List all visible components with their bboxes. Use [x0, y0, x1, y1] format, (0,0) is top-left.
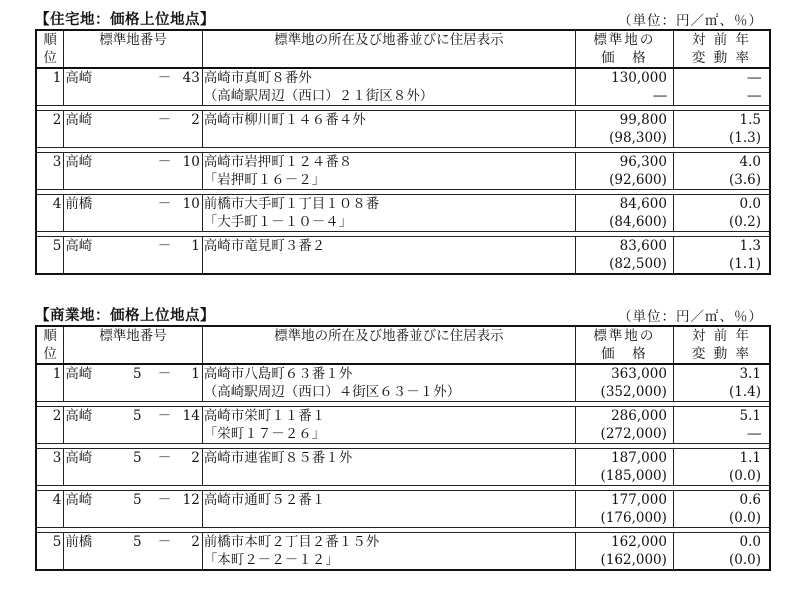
header-price: 標準地の 価 格 [575, 326, 673, 364]
price-previous: ― [653, 88, 667, 104]
table-row [36, 195, 770, 232]
section-header [35, 7, 771, 29]
table-row [36, 407, 770, 444]
address-line: 「栄町１７－２６」 [203, 426, 326, 442]
code-number: 14 [182, 408, 200, 424]
header-rank: 順 位 [36, 30, 64, 68]
price-previous: (176,000) [600, 510, 667, 526]
code-prefix [127, 237, 147, 255]
price-current: 177,000 [611, 492, 667, 508]
code-prefix [127, 111, 147, 129]
code-city: 高崎 [65, 70, 93, 86]
address-line: 前橋市大手町１丁目１０８番 [203, 196, 380, 212]
rank-cell: 1 [36, 68, 64, 106]
code-city: 高崎 [65, 450, 93, 466]
address-cell [202, 364, 575, 402]
code-cell [64, 449, 203, 486]
price-current: 130,000 [611, 70, 667, 86]
change-previous: (0.2) [728, 214, 761, 230]
header-code: 標準地番号 [64, 326, 203, 364]
table-row [36, 111, 770, 148]
change-previous: (3.6) [728, 172, 761, 188]
header-rank: 順 位 [36, 326, 64, 364]
change-cell [673, 111, 770, 148]
header-address: 標準地の所在及び地番並びに住居表示 [202, 30, 575, 68]
change-previous: ― [747, 88, 761, 104]
code-cell [64, 364, 203, 402]
commercial-price-table [35, 325, 771, 571]
code-prefix [127, 69, 147, 87]
code-number: 2 [191, 450, 200, 466]
price-current: 363,000 [611, 366, 667, 382]
code-prefix: 5 [133, 534, 142, 550]
residential-section [35, 7, 771, 275]
table-row [36, 364, 770, 402]
change-cell [673, 407, 770, 444]
address-cell [202, 68, 575, 106]
change-current: 1.5 [739, 112, 761, 128]
code-number: 43 [182, 70, 200, 86]
rank-cell: 4 [36, 491, 64, 528]
code-number: 12 [182, 492, 200, 508]
price-previous: (98,300) [609, 130, 667, 146]
code-city: 前橋 [65, 196, 93, 212]
code-prefix: 5 [133, 366, 142, 382]
header-price: 標準地の 価 格 [575, 30, 673, 68]
change-current: 0.0 [739, 534, 761, 550]
code-city: 高崎 [65, 366, 93, 382]
header-change: 対 前 年 変 動 率 [673, 30, 770, 68]
code-dash: － [157, 154, 172, 170]
change-cell [673, 153, 770, 190]
change-cell [673, 364, 770, 402]
code-number: 2 [191, 112, 200, 128]
address-line: 高崎市岩押町１２４番８ [203, 154, 353, 170]
address-cell [202, 195, 575, 232]
code-cell [64, 153, 203, 190]
change-current: 0.0 [739, 196, 761, 212]
rank-cell: 5 [36, 237, 64, 275]
address-line: 高崎市栄町１１番１ [203, 408, 326, 424]
change-cell [673, 68, 770, 106]
change-previous: (0.0) [728, 552, 761, 568]
price-current: 83,600 [619, 238, 667, 254]
price-current: 286,000 [611, 408, 667, 424]
change-current: 1.1 [739, 450, 761, 466]
code-city: 高崎 [65, 408, 93, 424]
table-row [36, 491, 770, 528]
change-cell [673, 533, 770, 571]
table-row [36, 68, 770, 106]
code-cell [64, 491, 203, 528]
change-previous: (1.1) [728, 256, 761, 272]
change-cell [673, 237, 770, 275]
price-cell [575, 195, 673, 232]
unit-note: （単位：円／㎡、％） [618, 13, 763, 29]
code-cell [64, 111, 203, 148]
price-cell [575, 364, 673, 402]
code-cell [64, 237, 203, 275]
price-current: 162,000 [611, 534, 667, 550]
rank-cell: 3 [36, 449, 64, 486]
rank-cell: 5 [36, 533, 64, 571]
unit-note: （単位：円／㎡、％） [618, 309, 763, 325]
change-current: ― [747, 70, 761, 86]
price-current: 84,600 [619, 196, 667, 212]
address-line: 高崎市通町５２番１ [203, 492, 326, 508]
address-cell [202, 491, 575, 528]
price-cell [575, 111, 673, 148]
section-title: 【住宅地：価格上位地点】 [35, 12, 215, 28]
code-city: 前橋 [65, 534, 93, 550]
price-previous: (272,000) [600, 426, 667, 442]
code-dash: － [157, 492, 172, 508]
change-current: 3.1 [739, 366, 761, 382]
rank-cell: 4 [36, 195, 64, 232]
change-current: 1.3 [739, 238, 761, 254]
code-cell [64, 407, 203, 444]
code-cell [64, 68, 203, 106]
price-cell [575, 449, 673, 486]
table-header-row [36, 326, 770, 364]
code-city: 高崎 [65, 238, 93, 254]
table-header-row [36, 30, 770, 68]
rank-cell: 2 [36, 111, 64, 148]
price-previous: (185,000) [600, 468, 667, 484]
header-code: 標準地番号 [64, 30, 203, 68]
price-current: 187,000 [611, 450, 667, 466]
rank-cell: 3 [36, 153, 64, 190]
address-line: 高崎市柳川町１４６番４外 [203, 112, 366, 128]
table-row [36, 153, 770, 190]
code-prefix: 5 [133, 450, 142, 466]
code-prefix: 5 [133, 492, 142, 508]
residential-price-table [35, 29, 771, 275]
price-previous: (162,000) [600, 552, 667, 568]
code-prefix [127, 195, 147, 213]
code-prefix: 5 [133, 408, 142, 424]
change-cell [673, 449, 770, 486]
code-number: 2 [191, 534, 200, 550]
address-cell [202, 153, 575, 190]
code-city: 高崎 [65, 154, 93, 170]
table-row [36, 237, 770, 275]
address-line: （高崎駅周辺（西口）４街区６３－１外） [203, 384, 461, 400]
price-previous: (352,000) [600, 384, 667, 400]
code-dash: － [157, 450, 172, 466]
code-dash: － [157, 366, 172, 382]
change-cell [673, 195, 770, 232]
section-header [35, 303, 771, 325]
change-previous: (1.3) [728, 130, 761, 146]
code-cell [64, 533, 203, 571]
address-line: 前橋市本町２丁目２番１５外 [203, 534, 380, 550]
price-cell [575, 68, 673, 106]
change-previous: ― [747, 426, 761, 442]
address-cell [202, 533, 575, 571]
rank-cell: 2 [36, 407, 64, 444]
code-dash: － [157, 112, 172, 128]
code-city: 高崎 [65, 112, 93, 128]
change-current: 0.6 [739, 492, 761, 508]
price-current: 96,300 [619, 154, 667, 170]
address-line: 「岩押町１６－２」 [203, 172, 326, 188]
header-address: 標準地の所在及び地番並びに住居表示 [202, 326, 575, 364]
code-dash: － [157, 196, 172, 212]
change-cell [673, 491, 770, 528]
code-dash: － [157, 238, 172, 254]
code-number: 1 [191, 238, 200, 254]
address-line: （高崎駅周辺（西口）２１街区８外） [203, 88, 434, 104]
section-title: 【商業地：価格上位地点】 [35, 308, 215, 324]
code-city: 高崎 [65, 492, 93, 508]
price-previous: (82,500) [609, 256, 667, 272]
address-line: 高崎市真町８番外 [203, 70, 312, 86]
code-number: 10 [182, 196, 200, 212]
price-previous: (84,600) [609, 214, 667, 230]
commercial-section [35, 303, 771, 571]
table-row [36, 533, 770, 571]
address-line: 「大手町１－１０－４」 [203, 214, 353, 230]
address-line: 高崎市連雀町８５番１外 [203, 450, 353, 466]
code-dash: － [157, 408, 172, 424]
change-previous: (0.0) [728, 510, 761, 526]
code-dash: － [157, 534, 172, 550]
price-previous: (92,600) [609, 172, 667, 188]
address-cell [202, 237, 575, 275]
code-number: 10 [182, 154, 200, 170]
change-previous: (1.4) [728, 384, 761, 400]
address-line: 高崎市竜見町３番２ [203, 238, 326, 254]
rank-cell: 1 [36, 364, 64, 402]
address-cell [202, 449, 575, 486]
price-cell [575, 237, 673, 275]
code-cell [64, 195, 203, 232]
address-line: 「本町２－２－１２」 [203, 552, 339, 568]
change-current: 5.1 [739, 408, 761, 424]
code-prefix [127, 153, 147, 171]
code-dash: － [157, 70, 172, 86]
price-cell [575, 153, 673, 190]
address-line: 高崎市八島町６３番１外 [203, 366, 353, 382]
header-change: 対 前 年 変 動 率 [673, 326, 770, 364]
price-cell [575, 407, 673, 444]
table-row [36, 449, 770, 486]
price-cell [575, 533, 673, 571]
change-previous: (0.0) [728, 468, 761, 484]
address-cell [202, 111, 575, 148]
price-current: 99,800 [619, 112, 667, 128]
address-cell [202, 407, 575, 444]
price-cell [575, 491, 673, 528]
change-current: 4.0 [739, 154, 761, 170]
code-number: 1 [191, 366, 200, 382]
